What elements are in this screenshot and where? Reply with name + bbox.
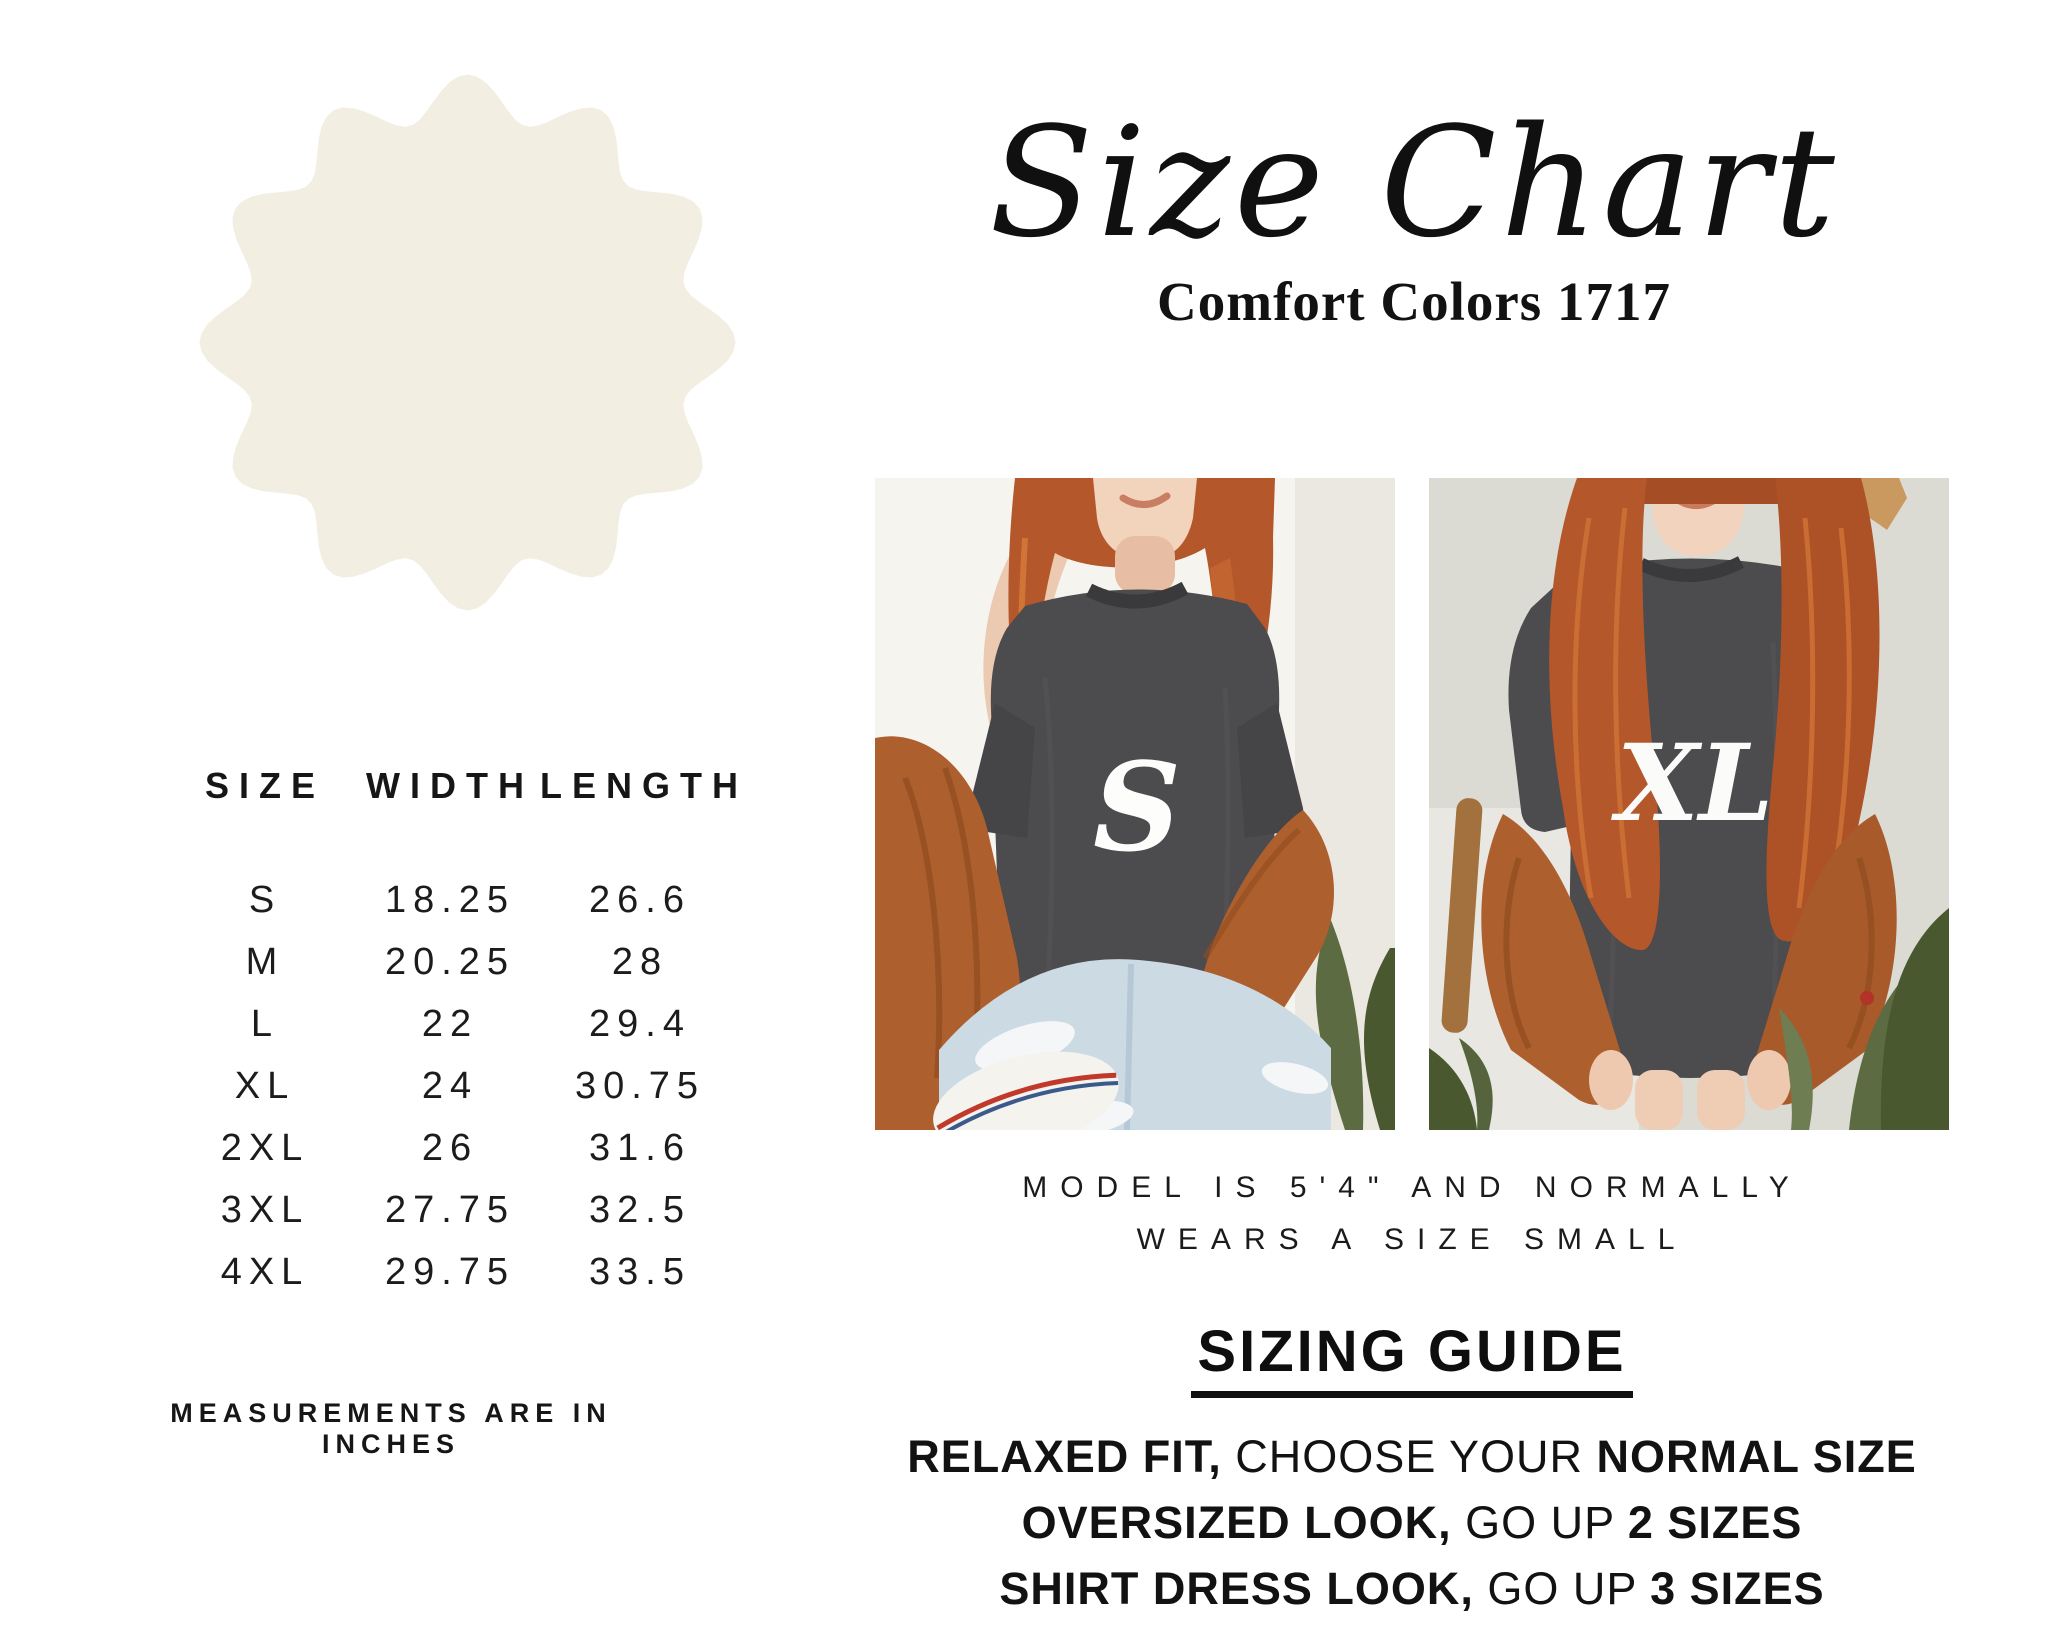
size-cell: XL: [234, 1064, 296, 1107]
size-cell: 3XL: [220, 1188, 310, 1231]
shirt-size-letter-xl: XL: [1616, 720, 1774, 845]
header-size: SIZE: [204, 765, 325, 806]
size-cell: M: [245, 940, 285, 983]
size-cell: S: [248, 878, 282, 921]
length-cell: 28: [611, 940, 669, 983]
model-photo-size-xl: [1429, 478, 1949, 1130]
model-caption: [880, 1162, 1944, 1266]
length-cell: 31.6: [589, 1126, 691, 1169]
guide-tail: 2 SIZES: [1627, 1497, 1803, 1548]
model-caption-line2: WEARS A SIZE SMALL: [1136, 1223, 1688, 1256]
scallop-shape: [200, 75, 736, 611]
model-caption-line1: MODEL IS 5'4" AND NORMALLY: [1022, 1171, 1802, 1204]
page-title: Size Chart: [989, 94, 1839, 271]
size-cell: L: [250, 1002, 280, 1045]
guide-line-relaxed: [880, 1424, 1944, 1490]
guide-mid: GO UP: [1451, 1497, 1628, 1548]
guide-lead: RELAXED FIT,: [907, 1431, 1222, 1482]
title-block: [878, 88, 1950, 333]
guide-tail: 3 SIZES: [1650, 1563, 1825, 1614]
header-width: WIDTH: [366, 765, 534, 806]
measurements-footnote: MEASUREMENTS ARE IN INCHES: [170, 1398, 612, 1459]
size-table: [170, 765, 748, 1303]
model-photos: [875, 478, 1949, 1130]
size-table-row: [170, 1241, 740, 1303]
size-cell: 4XL: [220, 1250, 310, 1293]
width-cell: 18.25: [384, 878, 516, 921]
sizing-guide-heading: SIZING GUIDE: [1191, 1318, 1632, 1398]
photo-s-illustration: [875, 478, 1395, 1130]
guide-lead: OVERSIZED LOOK,: [1021, 1497, 1452, 1548]
shirt-size-letter-s: S: [1092, 735, 1182, 879]
guide-lead: SHIRT DRESS LOOK,: [999, 1563, 1474, 1614]
size-cell: 2XL: [220, 1126, 310, 1169]
size-table-row: [170, 1055, 740, 1117]
size-table-row: [170, 869, 740, 931]
scallop-decoration: [193, 70, 742, 615]
length-cell: 32.5: [589, 1188, 691, 1231]
sizing-guide-lines: [880, 1424, 1944, 1622]
header-length: LENGTH: [540, 765, 748, 806]
guide-mid: GO UP: [1473, 1563, 1651, 1614]
model-photo-size-s: [875, 478, 1395, 1130]
length-cell: 33.5: [589, 1250, 691, 1293]
length-cell: 29.4: [589, 1002, 691, 1045]
photo-xl-illustration: [1429, 478, 1949, 1130]
size-table-row: [170, 1117, 740, 1179]
width-cell: 29.75: [384, 1250, 516, 1293]
guide-mid: CHOOSE YOUR: [1221, 1431, 1597, 1482]
width-cell: 24: [421, 1064, 479, 1107]
width-cell: 22: [421, 1002, 479, 1045]
size-table-row: [170, 1179, 740, 1241]
width-cell: 20.25: [384, 940, 516, 983]
size-table-row: [170, 993, 740, 1055]
size-table-rows: [170, 869, 740, 1303]
guide-tail: NORMAL SIZE: [1596, 1431, 1917, 1482]
guide-line-shirt-dress: [880, 1556, 1944, 1622]
width-cell: 26: [421, 1126, 479, 1169]
size-table-header: [170, 765, 748, 807]
length-cell: 26.6: [589, 878, 691, 921]
length-cell: 30.75: [574, 1064, 706, 1107]
sizing-guide: [880, 1318, 1944, 1622]
size-table-row: [170, 931, 740, 993]
page-subtitle: Comfort Colors 1717: [1157, 271, 1671, 332]
guide-line-oversized: [880, 1490, 1944, 1556]
width-cell: 27.75: [384, 1188, 516, 1231]
